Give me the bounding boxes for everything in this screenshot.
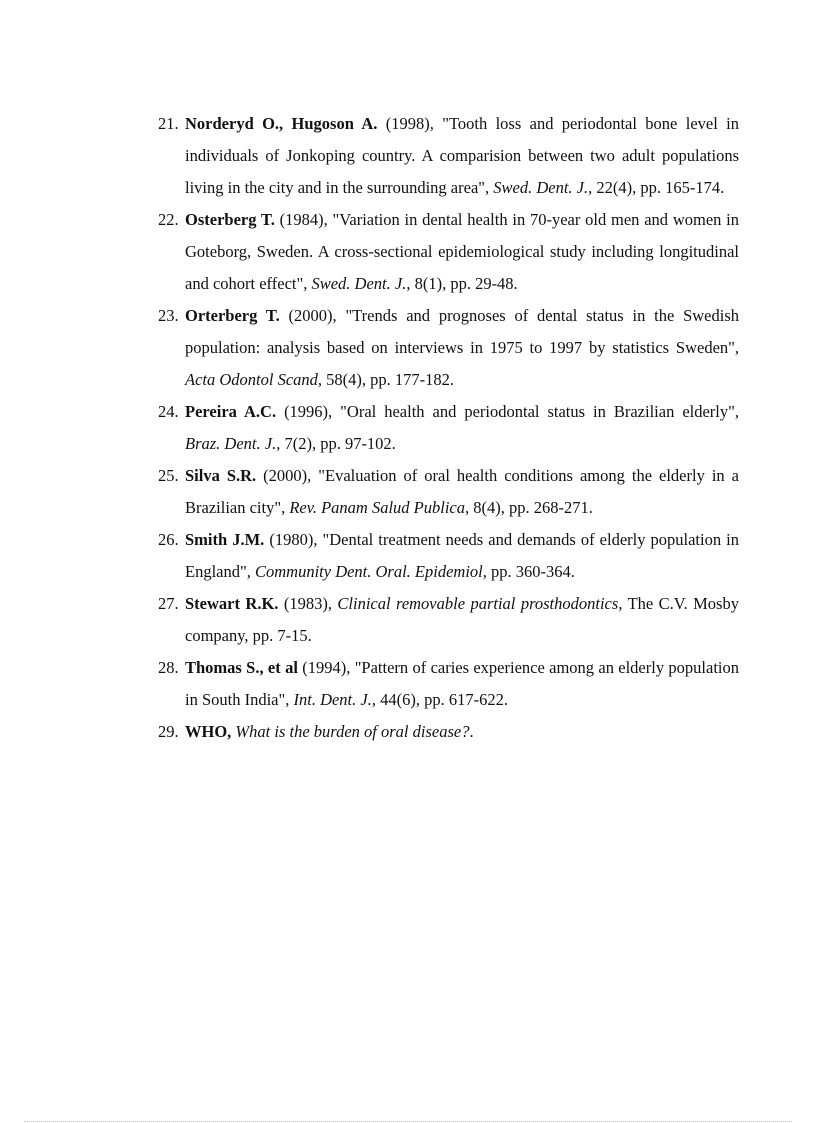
reference-details: (1983), — [278, 594, 338, 613]
reference-author: WHO, — [185, 722, 232, 741]
reference-author: Smith J.M. — [185, 530, 265, 549]
reference-volume-pages: , 8(1), pp. 29-48. — [406, 274, 518, 293]
reference-journal: Acta Odontol Scand — [185, 370, 318, 389]
reference-volume-pages: , pp. 360-364. — [482, 562, 575, 581]
reference-author: Pereira A.C. — [185, 402, 277, 421]
reference-volume-pages: , 7(2), pp. 97-102. — [276, 434, 396, 453]
reference-journal: Clinical removable partial prosthodontics — [337, 594, 619, 613]
reference-list — [158, 108, 739, 748]
reference-item-27 — [158, 588, 739, 652]
reference-author: Orterberg T. — [185, 306, 280, 325]
reference-journal: Swed. Dent. J. — [493, 178, 589, 197]
reference-author: Osterberg T. — [185, 210, 275, 229]
reference-details: (2000), "Evaluation of oral health conditions among the elderly in a Brazilian city", — [185, 466, 739, 517]
reference-author: Norderyd O., Hugoson A. — [185, 114, 378, 133]
reference-number: 21. — [158, 114, 179, 133]
reference-author: Silva S.R. — [185, 466, 257, 485]
reference-details: (1984), "Variation in dental health in 70-year old men and women in Goteborg, Sweden. A cross-sectional epidemiological study including longitudinal and cohort effect", — [185, 210, 740, 293]
reference-number: 24. — [158, 402, 179, 421]
reference-author: Stewart R.K. — [185, 594, 279, 613]
reference-journal: What is the burden of oral disease? — [235, 722, 470, 741]
reference-journal: Int. Dent. J. — [293, 690, 372, 709]
reference-item-23 — [158, 300, 739, 396]
reference-number: 22. — [158, 210, 179, 229]
reference-number: 25. — [158, 466, 179, 485]
reference-details: (2000), "Trends and prognoses of dental status in the Swedish population: analysis based on interviews in 1975 to 1997 by statistics Sweden", — [185, 306, 739, 357]
reference-details: (1980), "Dental treatment needs and demands of elderly population in England", — [185, 530, 739, 581]
reference-number: 29. — [158, 722, 179, 741]
reference-volume-pages: , 22(4), pp. 165-174. — [588, 178, 725, 197]
reference-details: (1998), "Tooth loss and periodontal bone level in individuals of Jonkoping country. A comparision between two adult populations living in the city and in the surrounding area", — [185, 114, 739, 197]
reference-volume-pages: , The C.V. Mosby company, pp. 7-15. — [185, 594, 739, 645]
reference-journal: Swed. Dent. J. — [311, 274, 407, 293]
reference-volume-pages: , 8(4), pp. 268-271. — [464, 498, 593, 517]
page-bottom-border — [24, 1121, 792, 1122]
reference-item-24 — [158, 396, 739, 460]
reference-details: (1996), "Oral health and periodontal status in Brazilian elderly", — [276, 402, 739, 421]
reference-journal: Rev. Panam Salud Publica — [289, 498, 465, 517]
reference-details: (1994), "Pattern of caries experience among an elderly population in South India", — [185, 658, 739, 709]
reference-number: 28. — [158, 658, 179, 677]
reference-item-29 — [158, 716, 739, 748]
reference-journal: Braz. Dent. J. — [185, 434, 277, 453]
reference-item-21 — [158, 108, 739, 204]
reference-volume-pages: , 58(4), pp. 177-182. — [317, 370, 455, 389]
reference-item-26 — [158, 524, 739, 588]
reference-number: 23. — [158, 306, 179, 325]
reference-journal: Community Dent. Oral. Epidemiol — [254, 562, 483, 581]
reference-item-28 — [158, 652, 739, 716]
reference-author: Thomas S., et al — [185, 658, 298, 677]
reference-item-22 — [158, 204, 739, 300]
reference-volume-pages: , 44(6), pp. 617-622. — [371, 690, 508, 709]
reference-volume-pages: . — [469, 722, 474, 741]
reference-number: 27. — [158, 594, 179, 613]
reference-item-25 — [158, 460, 739, 524]
reference-number: 26. — [158, 530, 179, 549]
